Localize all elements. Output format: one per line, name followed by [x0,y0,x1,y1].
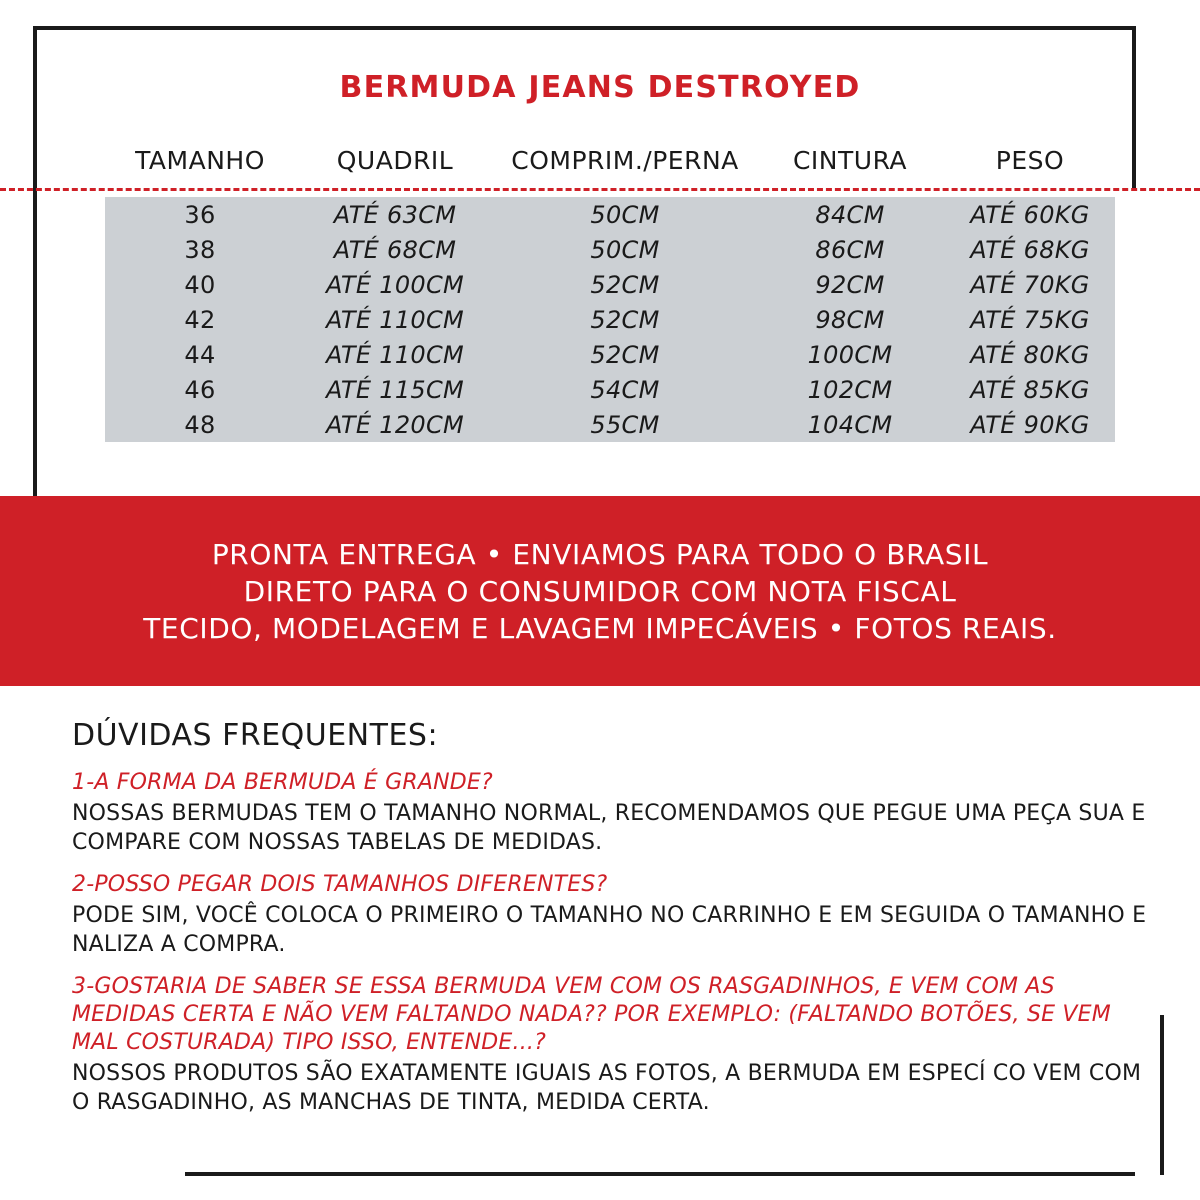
promo-line-2: DIRETO PARA O CONSUMIDOR COM NOTA FISCAL [243,574,957,608]
cell-comprimento: 50CM [590,200,660,229]
cell-peso: ATÉ 80KG [970,340,1090,369]
faq-question-1: 1-A FORMA DA BERMUDA É GRANDE? [72,770,493,795]
column-header-quadril: QUADRIL [336,146,454,175]
table-header-row [105,142,1115,197]
frame-line-top [33,26,1136,30]
cell-cintura: 102CM [807,375,893,404]
table-row [105,372,1115,407]
cell-comprimento: 55CM [590,410,660,439]
cell-quadril: ATÉ 115CM [325,375,465,404]
faq-answer-1: NOSSAS BERMUDAS TEM O TAMANHO NORMAL, RECOMENDAMOS QUE PEGUE UMA PEÇA SUA E COMPARE COM NOSSAS TABELAS DE MEDIDAS. [72,801,1146,855]
cell-cintura: 84CM [815,200,885,229]
cell-quadril: ATÉ 120CM [325,410,465,439]
promo-line-3: TECIDO, MODELAGEM E LAVAGEM IMPECÁVEIS • FOTOS REAIS. [143,611,1057,645]
column-header-cintura: CINTURA [792,146,908,175]
promo-banner [0,496,1200,686]
cell-comprimento: 52CM [590,305,660,334]
table-row [105,197,1115,232]
table-row [105,302,1115,337]
cell-tamanho: 42 [184,305,216,334]
faq-question-3: 3-GOSTARIA DE SABER SE ESSA BERMUDA VEM COM OS RASGADINHOS, E VEM COM AS MEDIDAS CERTA E NÃO VEM FALTANDO NADA?? POR EXEMPLO: (FALTANDO BOTÕES, SE VEM MAL COSTURADA) TIPO ISSO, ENTENDE...? [72,974,1111,1055]
cell-quadril: ATÉ 110CM [325,340,465,369]
cell-peso: ATÉ 90KG [970,410,1090,439]
cell-quadril: ATÉ 100CM [325,270,465,299]
column-header-peso: PESO [995,146,1065,175]
faq-section [72,718,1147,1117]
cell-tamanho: 44 [184,340,216,369]
frame-line-right [1132,26,1136,190]
cell-comprimento: 52CM [590,340,660,369]
cell-tamanho: 36 [184,200,216,229]
faq-answer-3: NOSSOS PRODUTOS SÃO EXATAMENTE IGUAIS AS FOTOS, A BERMUDA EM ESPECÍ CO VEM COM O RASGADINHO, AS MANCHAS DE TINTA, MEDIDA CERTA. [72,1061,1142,1115]
cell-tamanho: 38 [184,235,216,264]
cell-quadril: ATÉ 63CM [333,200,457,229]
column-header-comprimento-perna: COMPRIM./PERNA [511,146,739,175]
cell-peso: ATÉ 60KG [970,200,1090,229]
faq-answer-2: PODE SIM, VOCÊ COLOCA O PRIMEIRO O TAMANHO NO CARRINHO E EM SEGUIDA O TAMANHO E NALIZA A COMPRA. [72,903,1147,957]
cell-tamanho: 40 [184,270,216,299]
cell-peso: ATÉ 85KG [970,375,1090,404]
cell-cintura: 104CM [807,410,893,439]
table-row [105,337,1115,372]
cell-peso: ATÉ 68KG [970,235,1090,264]
cell-tamanho: 48 [184,410,216,439]
cell-cintura: 100CM [807,340,893,369]
cell-comprimento: 52CM [590,270,660,299]
cell-peso: ATÉ 70KG [970,270,1090,299]
table-row [105,267,1115,302]
faq-heading: DÚVIDAS FREQUENTES: [72,718,439,753]
cell-quadril: ATÉ 110CM [325,305,465,334]
promo-line-1: PRONTA ENTREGA • ENVIAMOS PARA TODO O BRASIL [211,537,989,571]
cell-comprimento: 50CM [590,235,660,264]
frame-line-bottom [185,1172,1135,1176]
cell-cintura: 98CM [815,305,885,334]
size-table-container [105,142,1115,442]
frame-line-right-lower [1160,1015,1164,1175]
table-row [105,232,1115,267]
cell-cintura: 92CM [815,270,885,299]
cell-quadril: ATÉ 68CM [333,235,457,264]
faq-question-2: 2-POSSO PEGAR DOIS TAMANHOS DIFERENTES? [72,872,608,897]
page-title: BERMUDA JEANS DESTROYED [339,70,861,105]
column-header-tamanho: TAMANHO [135,146,265,175]
cell-cintura: 86CM [815,235,885,264]
cell-tamanho: 46 [184,375,216,404]
size-table [105,142,1115,442]
cell-comprimento: 54CM [590,375,660,404]
cell-peso: ATÉ 75KG [970,305,1090,334]
table-row [105,407,1115,442]
